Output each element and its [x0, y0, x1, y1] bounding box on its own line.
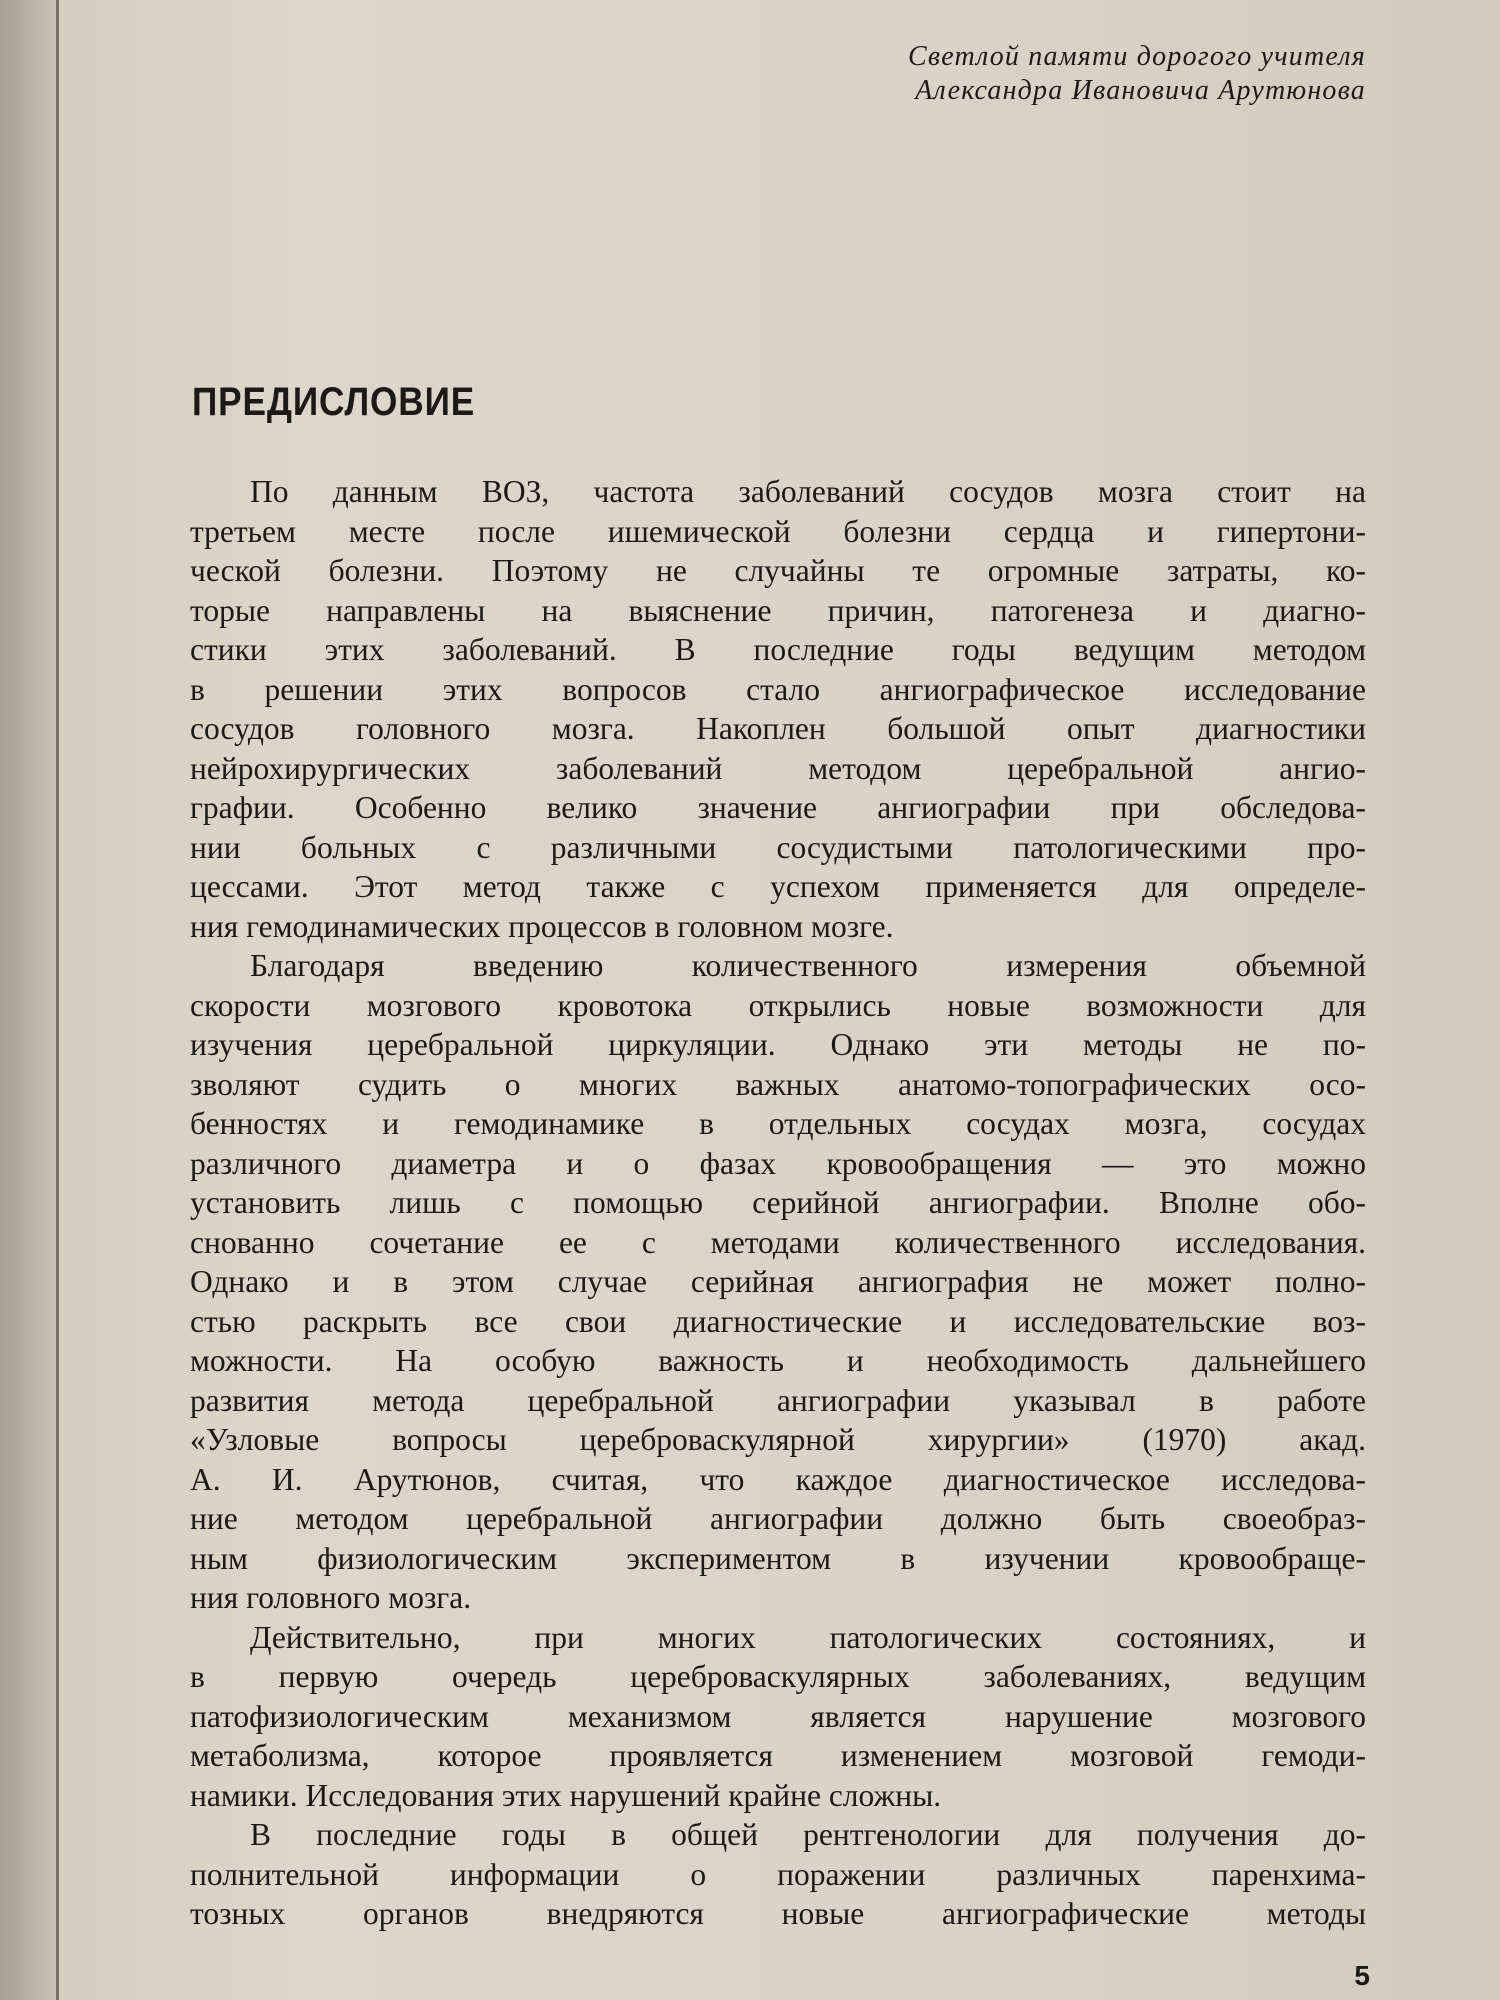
text-line: «Узловые вопросы цереброваскулярной хирургии» (1970) акад.: [190, 1422, 1366, 1457]
binding-edge: [56, 0, 59, 2000]
text-line: В последние годы в общей рентгенологии для получения до-: [250, 1817, 1366, 1852]
text-line: полнительной информации о поражении различных паренхима-: [190, 1856, 1366, 1892]
text-line: развития метода церебральной ангиографии указывал в работе: [190, 1382, 1366, 1418]
page-number: 5: [1354, 1960, 1370, 1991]
text-line: скорости мозгового кровотока открылись новые возможности для: [190, 987, 1366, 1023]
text-line: в первую очередь цереброваскулярных заболеваниях, ведущим: [190, 1659, 1366, 1694]
text-line: торые направлены на выяснение причин, патогенеза и диагно-: [190, 592, 1366, 628]
text-line: Благодаря введению количественного измерения объемной: [250, 948, 1366, 983]
text-line: нии больных с различными сосудистыми патологическими про-: [190, 829, 1366, 865]
text-line: в решении этих вопросов стало ангиографическое исследование: [190, 671, 1366, 707]
text-line: установить лишь с помощью серийной ангиографии. Вполне обо-: [190, 1185, 1366, 1220]
text-line: нейрохирургических заболеваний методом церебральной ангио-: [190, 750, 1366, 786]
binding-shadow: [0, 0, 56, 2000]
text-line: можности. На особую важность и необходимость дальнейшего: [190, 1343, 1366, 1378]
text-line: патофизиологическим механизмом является нарушение мозгового: [190, 1698, 1366, 1734]
text-line: цессами. Этот метод также с успехом применяется для определе-: [190, 869, 1366, 904]
text-line: стью раскрыть все свои диагностические и исследовательские воз-: [190, 1303, 1366, 1339]
text-line: зволяют судить о многих важных анатомо-топографических осо-: [190, 1066, 1366, 1102]
text-line: снованно сочетание ее с методами количественного исследования.: [190, 1224, 1366, 1260]
text-line: различного диаметра и о фазах кровообращения — это можно: [190, 1145, 1366, 1181]
text-line: намики. Исследования этих нарушений крайне сложны.: [190, 1777, 942, 1813]
text-line: третьем месте после ишемической болезни сердца и гипертони-: [190, 513, 1366, 549]
text-line: ние методом церебральной ангиографии должно быть своеобраз-: [190, 1501, 1366, 1536]
text-line: сосудов головного мозга. Накоплен большой опыт диагностики: [190, 711, 1366, 746]
page-title: ПРЕДИСЛОВИЕ: [192, 380, 476, 424]
text-line: тозных органов внедряются новые ангиографические методы: [190, 1896, 1366, 1931]
text-line: ным физиологическим экспериментом в изучении кровообраще-: [190, 1540, 1366, 1576]
epigraph-line-2: Александра Ивановича Арутюнова: [915, 75, 1366, 106]
text-line: ния головного мозга.: [190, 1580, 472, 1615]
text-line: метаболизма, которое проявляется изменением мозговой гемоди-: [190, 1738, 1366, 1773]
text-line: А. И. Арутюнов, считая, что каждое диагностическое исследова-: [190, 1461, 1366, 1497]
text-line: изучения церебральной циркуляции. Однако эти методы не по-: [190, 1027, 1366, 1062]
text-line: ческой болезни. Поэтому не случайны те огромные затраты, ко-: [190, 553, 1366, 588]
text-line: ния гемодинамических процессов в головном мозге.: [190, 908, 894, 944]
text-line: По данным ВОЗ, частота заболеваний сосудов мозга стоит на: [250, 474, 1366, 509]
text-line: бенностях и гемодинамике в отдельных сосудах мозга, сосудах: [190, 1106, 1366, 1141]
body-text: [190, 472, 1366, 1934]
epigraph-line-1: Светлой памяти дорогого учителя: [908, 41, 1366, 72]
epigraph: [908, 40, 1366, 108]
text-line: стики этих заболеваний. В последние годы ведущим методом: [190, 632, 1366, 667]
text-line: Действительно, при многих патологических состояниях, и: [250, 1619, 1366, 1655]
text-line: Однако и в этом случае серийная ангиография не может полно-: [190, 1264, 1366, 1299]
text-line: графии. Особенно велико значение ангиографии при обследова-: [190, 790, 1366, 825]
